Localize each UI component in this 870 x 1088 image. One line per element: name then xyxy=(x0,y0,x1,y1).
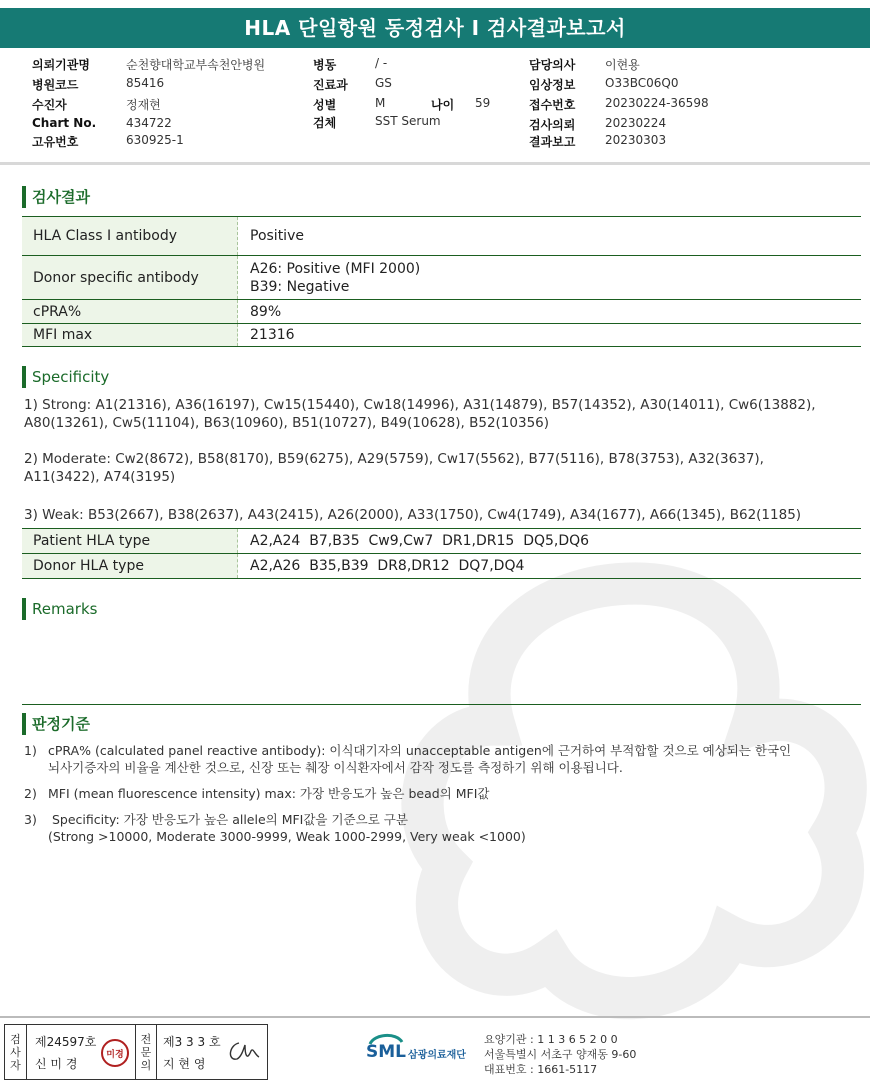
specialist-label-char: 전 xyxy=(140,1032,152,1046)
info-label: 검사의뢰 xyxy=(529,118,576,132)
info-label: 수진자 xyxy=(32,98,67,112)
info-label: 진료과 xyxy=(313,78,348,92)
info-value: M xyxy=(375,96,386,110)
specificity-weak xyxy=(24,506,844,524)
footer-divider xyxy=(0,1016,870,1018)
criteria-item-2 xyxy=(24,785,844,803)
row-label: MFI max xyxy=(22,324,238,346)
specialist-license: 제3 3 3 호 xyxy=(163,1035,221,1049)
row-value: 89% xyxy=(250,303,282,320)
row-value: A26: Positive (MFI 2000) xyxy=(250,260,421,277)
info-value: 20230224-36598 xyxy=(605,96,709,110)
info-value: SST Serum xyxy=(375,114,441,128)
criteria-line-1: MFI (mean fluorescence intensity) max: 가장 반응도가 높은 bead의 MFI값 xyxy=(48,786,490,801)
header-separator xyxy=(0,162,870,165)
info-value: O33BC06Q0 xyxy=(605,76,679,90)
info-label: Chart No. xyxy=(32,116,97,130)
footer-line-1: 요양기관 : 1 1 3 6 5 2 0 0 xyxy=(484,1033,618,1046)
info-value: 이현용 xyxy=(605,58,640,72)
table-row xyxy=(22,217,861,256)
remarks-divider xyxy=(22,704,861,705)
table-row xyxy=(22,300,861,324)
info-label: 접수번호 xyxy=(529,98,576,112)
hla-type-table xyxy=(22,528,861,579)
criteria-num: 1) xyxy=(24,743,37,758)
table-row xyxy=(22,256,861,300)
footer-line-3: 대표번호 : 1661-5117 xyxy=(484,1063,598,1076)
examiner-label-char: 사 xyxy=(10,1045,21,1059)
footer-info xyxy=(484,1032,636,1077)
criteria-num: 2) xyxy=(24,786,37,801)
examiner-label xyxy=(5,1025,27,1079)
patient-info-block xyxy=(32,56,852,156)
row-value: 21316 xyxy=(250,327,295,343)
specialist-signature-icon xyxy=(225,1037,263,1067)
row-label: Donor HLA type xyxy=(22,554,238,578)
specificity-section-title: Specificity xyxy=(22,366,109,388)
stamp-text: 미경 xyxy=(106,1049,124,1060)
info-value: 59 xyxy=(475,96,491,110)
row-label: HLA Class I antibody xyxy=(22,217,238,255)
strong-line-2: A80(13261), Cw5(11104), B63(10960), B51(10727), B49(10628), B52(10356) xyxy=(24,415,550,431)
info-label: 성별 xyxy=(313,98,337,112)
report-title: HLA 단일항원 동정검사 I 검사결과보고서 xyxy=(0,8,870,48)
info-label: 결과보고 xyxy=(529,135,576,149)
strong-line-1: 1) Strong: A1(21316), A36(16197), Cw15(15440), Cw18(14996), A31(14879), B57(14352), A30(14011), Cw6(13882), xyxy=(24,397,816,413)
row-value: A2,A26 B35,B39 DR8,DR12 DQ7,DQ4 xyxy=(250,558,525,574)
results-section-title: 검사결과 xyxy=(22,186,90,208)
criteria-line-2: (Strong >10000, Moderate 3000-9999, Weak 1000-2999, Very weak <1000) xyxy=(48,829,526,844)
examiner-license: 제24597호 xyxy=(35,1035,97,1049)
logo-text: SML xyxy=(366,1042,406,1062)
row-label: Donor specific antibody xyxy=(22,256,238,299)
row-value-2: B39: Negative xyxy=(250,278,350,295)
info-value: 20230303 xyxy=(605,133,667,147)
results-table xyxy=(22,216,861,347)
info-label: 나이 xyxy=(431,98,455,112)
info-label: 담당의사 xyxy=(529,58,576,72)
info-value: 20230224 xyxy=(605,116,667,130)
info-label: 임상정보 xyxy=(529,78,576,92)
remarks-section-title: Remarks xyxy=(22,598,97,620)
info-value: 434722 xyxy=(126,116,172,130)
row-label: cPRA% xyxy=(22,300,238,323)
row-value: A2,A24 B7,B35 Cw9,Cw7 DR1,DR15 DQ5,DQ6 xyxy=(250,533,590,549)
examiner-label-char: 검 xyxy=(10,1032,21,1046)
row-value: Positive xyxy=(250,228,304,244)
info-value: GS xyxy=(375,76,392,90)
examiner-label-char: 자 xyxy=(10,1058,21,1072)
row-label: Patient HLA type xyxy=(22,529,238,553)
examiner-seal-stamp xyxy=(101,1039,129,1067)
info-label: 검체 xyxy=(313,116,337,130)
info-value: 순천향대학교부속천안병원 xyxy=(126,58,266,72)
info-label: 병원코드 xyxy=(32,78,79,92)
weak-line: 3) Weak: B53(2667), B38(2637), A43(2415), A26(2000), A33(1750), Cw4(1749), A34(1677), A66(1345), B62(1185) xyxy=(24,507,802,523)
info-value: / - xyxy=(375,56,388,70)
table-row xyxy=(22,529,861,554)
criteria-num: 3) xyxy=(24,812,37,827)
info-value: 630925-1 xyxy=(126,133,184,147)
table-row xyxy=(22,324,861,347)
table-row xyxy=(22,554,861,579)
foundation-name: 삼광의료재단 xyxy=(408,1050,466,1061)
info-label: 의뢰기관명 xyxy=(32,58,90,72)
signature-box xyxy=(4,1024,268,1080)
info-label: 병동 xyxy=(313,58,337,72)
specialist-name: 지 현 영 xyxy=(163,1057,206,1071)
criteria-line-1: cPRA% (calculated panel reactive antibody): 이식대기자의 unacceptable antigen에 근거하여 부적합할 것으로 예상되는 한국인 xyxy=(48,743,792,758)
info-label: 고유번호 xyxy=(32,135,79,149)
moderate-line-1: 2) Moderate: Cw2(8672), B58(8170), B59(6275), A29(5759), Cw17(5562), B77(5116), B78(3753), A32(3637), xyxy=(24,451,764,467)
info-value: 정재현 xyxy=(126,98,161,112)
criteria-item-1 xyxy=(24,742,844,778)
specialist-label xyxy=(135,1025,157,1079)
specialist-label-char: 문 xyxy=(140,1045,152,1059)
examiner-name: 신 미 경 xyxy=(35,1057,78,1071)
specificity-strong xyxy=(24,396,844,432)
specialist-label-char: 의 xyxy=(140,1058,152,1072)
info-value: 85416 xyxy=(126,76,165,90)
criteria-item-3 xyxy=(24,811,844,847)
criteria-line-2: 뇌사기증자의 비율을 계산한 것으로, 신장 또는 췌장 이식환자에서 감작 정도를 측정하기 위해 이용됩니다. xyxy=(48,760,623,775)
criteria-section-title: 판정기준 xyxy=(22,713,90,735)
footer-line-2: 서울특별시 서초구 양재동 9-60 xyxy=(484,1048,637,1061)
moderate-line-2: A11(3422), A74(3195) xyxy=(24,469,176,485)
criteria-line-1: Specificity: 가장 반응도가 높은 allele의 MFI값을 기준으로 구분 xyxy=(48,812,408,827)
specificity-moderate xyxy=(24,450,844,486)
